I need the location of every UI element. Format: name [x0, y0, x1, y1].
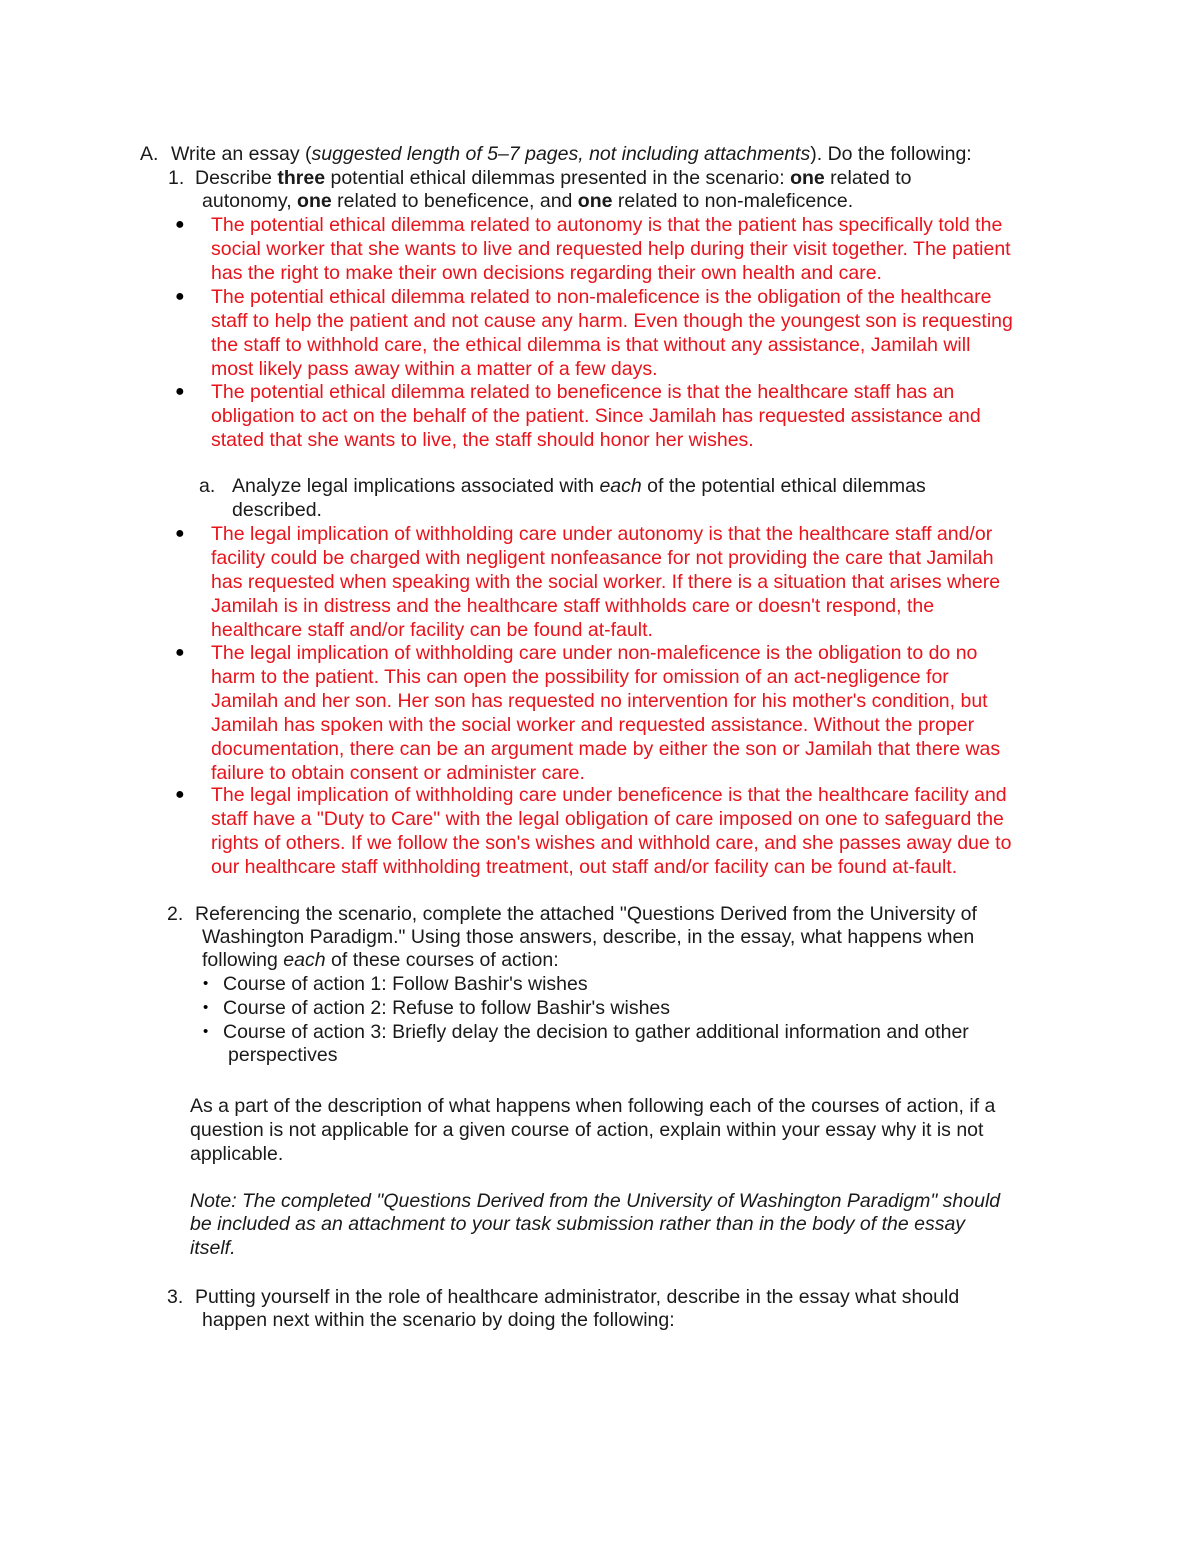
legal-implication-2-line-2: harm to the patient. This can open the possibility for omission of an act-negligence for	[211, 666, 949, 688]
course-bullet: •	[203, 975, 209, 992]
course-bullet: •	[203, 999, 209, 1016]
course-3-continued: perspectives	[228, 1044, 338, 1066]
legal-implication-3-line-2: staff have a "Duty to Care" with the legal obligation of care imposed on one to safeguard the	[211, 808, 1004, 830]
item-2-note-line-3: itself.	[190, 1237, 236, 1259]
item-1-line-2: autonomy, one related to beneficence, and one related to non-maleficence.	[202, 190, 854, 212]
item-2-line-1: Referencing the scenario, complete the attached "Questions Derived from the University of	[195, 903, 977, 925]
legal-implication-1-line-1: The legal implication of withholding care under autonomy is that the healthcare staff and/or	[211, 523, 993, 545]
legal-implication-2-line-3: Jamilah and her son. Her son has requested no intervention for his mother's condition, but	[211, 690, 988, 712]
course-2: Course of action 2: Refuse to follow Bashir's wishes	[223, 997, 671, 1019]
dilemma-2-line-2: staff to help the patient and not cause any harm. Even though the youngest son is requesting	[211, 310, 1013, 332]
item-3-marker: 3.	[167, 1286, 184, 1308]
item-2-line-3: following each of these courses of action:	[202, 949, 559, 971]
bullet-icon: ●	[175, 786, 185, 803]
dilemma-2-line-3: the staff to withhold care, the ethical dilemma is that without any assistance, Jamilah will	[211, 334, 971, 356]
item-2-note-line-2: be included as an attachment to your task submission rather than in the body of the essay	[190, 1213, 966, 1235]
legal-implication-3-line-1: The legal implication of withholding care under beneficence is that the healthcare facility and	[211, 784, 1007, 806]
item-2-note-line-1: Note: The completed "Questions Derived from the University of Washington Paradigm" should	[190, 1190, 1001, 1212]
legal-implication-2-line-5: documentation, there can be an argument made by either the son or Jamilah that there was	[211, 738, 1001, 760]
item-1-line-1: Describe three potential ethical dilemmas presented in the scenario: one related to	[195, 167, 912, 189]
legal-implication-2-line-6: failure to obtain consent or administer care.	[211, 762, 585, 784]
item-2-line-2: Washington Paradigm." Using those answers, describe, in the essay, what happens when	[202, 926, 975, 948]
course-3: Course of action 3: Briefly delay the decision to gather additional information and other	[223, 1021, 969, 1043]
bullet-icon: ●	[175, 644, 185, 661]
legal-implication-2-line-1: The legal implication of withholding care under non-maleficence is the obligation to do no	[211, 642, 978, 664]
item-1a-line-1: Analyze legal implications associated with each of the potential ethical dilemmas	[232, 475, 926, 497]
bullet-icon: ●	[175, 525, 185, 542]
item-1-marker: 1.	[168, 167, 185, 189]
dilemma-3-line-2: obligation to act on the behalf of the patient. Since Jamilah has requested assistance and	[211, 405, 981, 427]
bullet-icon: ●	[175, 288, 185, 305]
item-3-line-1: Putting yourself in the role of healthcare administrator, describe in the essay what should	[195, 1286, 960, 1308]
item-2-para-line-1: As a part of the description of what happens when following each of the courses of action, if a	[190, 1095, 996, 1117]
legal-implication-2-line-4: Jamilah has spoken with the social worker and requested assistance. Without the proper	[211, 714, 975, 736]
course-bullet: •	[203, 1023, 209, 1040]
item-2-marker: 2.	[167, 903, 184, 925]
item-2-para-line-3: applicable.	[190, 1143, 284, 1165]
legal-implication-1-line-3: has requested when speaking with the social worker. If there is a situation that arises where	[211, 571, 1001, 593]
bullet-icon: ●	[175, 383, 185, 400]
item-2-para-line-2: question is not applicable for a given course of action, explain within your essay why it is not	[190, 1119, 984, 1141]
legal-implication-1-line-4: Jamilah is in distress and the healthcare staff withholds care or doesn't respond, the	[211, 595, 935, 617]
item-3-line-2: happen next within the scenario by doing the following:	[202, 1309, 675, 1331]
dilemma-2-line-4: most likely pass away within a matter of a few days.	[211, 358, 658, 380]
item-1a-line-2: described.	[232, 499, 322, 521]
section-a-heading: Write an essay (suggested length of 5–7 pages, not including attachments). Do the following:	[171, 143, 972, 165]
dilemma-1-line-1: The potential ethical dilemma related to autonomy is that the patient has specifically told the	[211, 214, 1003, 236]
dilemma-1-line-3: has the right to make their own decisions regarding their own health and care.	[211, 262, 882, 284]
section-a-marker: A.	[140, 143, 159, 165]
legal-implication-1-line-5: healthcare staff and/or facility can be found at-fault.	[211, 619, 653, 641]
legal-implication-3-line-3: rights of others. If we follow the son's wishes and withhold care, and she passes away due to	[211, 832, 1012, 854]
bullet-icon: ●	[175, 216, 185, 233]
legal-implication-3-line-4: our healthcare staff withholding treatment, out staff and/or facility can be found at-fault.	[211, 856, 958, 878]
dilemma-3-line-1: The potential ethical dilemma related to beneficence is that the healthcare staff has an	[211, 381, 955, 403]
legal-implication-1-line-2: facility could be charged with negligent nonfeasance for not providing the care that Jamilah	[211, 547, 994, 569]
dilemma-1-line-2: social worker that she wants to live and requested help during their visit together. The patient	[211, 238, 1011, 260]
dilemma-3-line-3: stated that she wants to live, the staff should honor her wishes.	[211, 429, 754, 451]
course-1: Course of action 1: Follow Bashir's wishes	[223, 973, 588, 995]
item-1a-marker: a.	[199, 475, 216, 497]
dilemma-2-line-1: The potential ethical dilemma related to non-maleficence is the obligation of the healthcare	[211, 286, 992, 308]
